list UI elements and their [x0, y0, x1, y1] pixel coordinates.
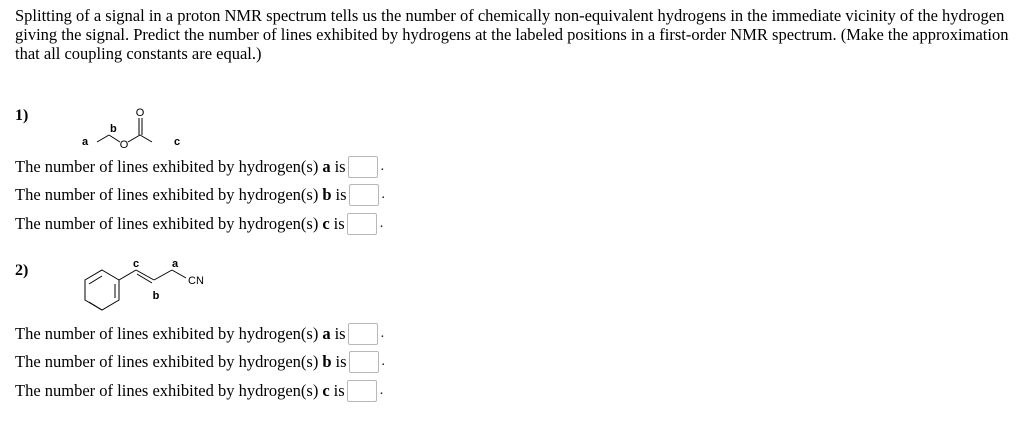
- q1-ester-oxygen: O: [119, 139, 129, 151]
- question-2-number: 2): [15, 262, 29, 279]
- q2-label-b: b: [152, 290, 160, 302]
- q2-line-c: The number of lines exhibited by hydrogen(s) c is .: [15, 381, 384, 400]
- q1-structure-ethyl-acetate: [70, 104, 190, 154]
- question-1-number: 1): [15, 107, 29, 124]
- q1-label-c: c: [174, 136, 181, 148]
- question-intro: Splitting of a signal in a proton NMR spectrum tells us the number of chemically non-equivalent hydrogens in the immediate vicinity of the hydrogen giving the signal. Predict the number of lines exhibited by hydrogens at the labeled positions in a first-order NMR spectrum. (Make the approximation that all coupling constants are equal.): [15, 6, 1009, 63]
- q2-line-b-label: b: [322, 352, 332, 371]
- q2-answer-c-input[interactable]: [347, 380, 377, 402]
- q2-answer-b-input[interactable]: [349, 351, 379, 373]
- q1-line-a-label: a: [322, 157, 331, 176]
- q2-structure-cinnamonitrile: [78, 255, 228, 315]
- q1-answer-c-input[interactable]: [347, 213, 377, 235]
- q2-label-a: a: [171, 258, 179, 270]
- q1-line-c: The number of lines exhibited by hydrogen(s) c is .: [15, 214, 384, 233]
- q1-line-b: The number of lines exhibited by hydrogen(s) b is .: [15, 185, 386, 204]
- q1-answer-b-input[interactable]: [349, 184, 379, 206]
- q2-nitrile-label: CN: [188, 275, 204, 287]
- q1-line-c-label: c: [322, 214, 330, 233]
- q2-line-a: The number of lines exhibited by hydrogen(s) a is .: [15, 324, 385, 343]
- q2-line-a-label: a: [322, 324, 331, 343]
- q2-line-c-label: c: [322, 381, 330, 400]
- q1-line-a: The number of lines exhibited by hydrogen(s) a is .: [15, 157, 385, 176]
- q2-label-c: c: [132, 258, 140, 270]
- q2-line-b: The number of lines exhibited by hydrogen(s) b is .: [15, 352, 386, 371]
- q1-label-b: b: [110, 123, 117, 135]
- q1-line-b-label: b: [322, 185, 332, 204]
- q1-carbonyl-oxygen: O: [135, 107, 145, 119]
- q1-answer-a-input[interactable]: [348, 156, 378, 178]
- q1-label-a: a: [82, 136, 89, 148]
- q2-answer-a-input[interactable]: [348, 323, 378, 345]
